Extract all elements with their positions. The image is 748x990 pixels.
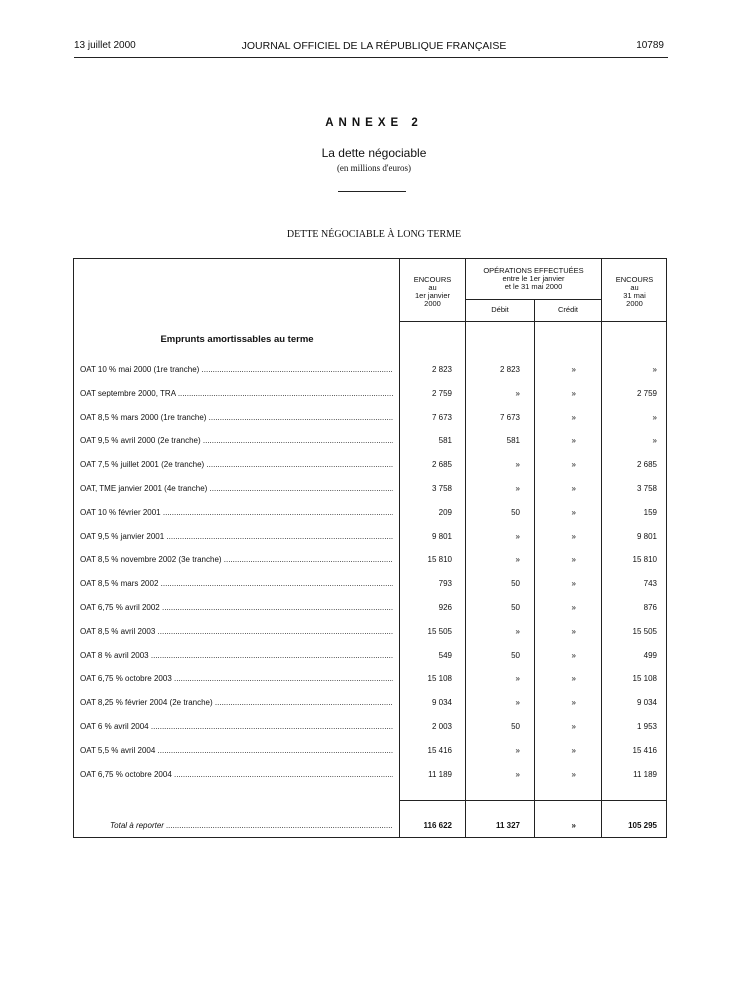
table-row bbox=[74, 579, 666, 593]
header-debit: Débit bbox=[491, 305, 509, 314]
document-subtitle: La dette négociable bbox=[321, 146, 427, 160]
cell-debit: » bbox=[515, 484, 520, 493]
cell-encours-start: 549 bbox=[438, 650, 452, 660]
cell-encours-end: » bbox=[652, 436, 657, 446]
cell-encours-end: 15 810 bbox=[632, 555, 657, 565]
cell-encours-start: 209 bbox=[438, 507, 452, 517]
row-label: OAT 8,5 % mars 2000 (1re tranche) ..... bbox=[80, 413, 393, 422]
cell-encours-start: 3 758 bbox=[431, 484, 452, 493]
header-encours-end bbox=[602, 276, 667, 308]
header-encours-start bbox=[400, 276, 465, 308]
row-label: OAT 9,5 % avril 2000 (2e tranche) ..... bbox=[80, 436, 393, 445]
cell-encours-start: 15 505 bbox=[427, 626, 452, 636]
cell-credit: » bbox=[571, 769, 576, 779]
cell-credit: » bbox=[571, 603, 576, 612]
cell-encours-end: 159 bbox=[643, 507, 657, 517]
table-row bbox=[74, 770, 666, 784]
table-row bbox=[74, 603, 666, 617]
cell-debit: 50 bbox=[511, 579, 520, 589]
cell-debit: » bbox=[515, 698, 520, 708]
cell-encours-end: 15 416 bbox=[632, 745, 657, 755]
header-line: 2000 bbox=[424, 299, 441, 308]
cell-credit: » bbox=[571, 626, 576, 636]
header-credit: Crédit bbox=[557, 305, 578, 314]
cell-credit: » bbox=[571, 555, 576, 565]
row-label: OAT 8,5 % mars 2002 ..... bbox=[80, 579, 393, 588]
cell-encours-start: 9 034 bbox=[431, 698, 452, 708]
cell-encours-start: 15 416 bbox=[427, 745, 452, 755]
cell-debit: 2 823 bbox=[499, 365, 520, 374]
annexe-title: ANNEXE 2 bbox=[325, 117, 423, 129]
table-row bbox=[74, 484, 666, 498]
header-date: 13 juillet 2000 bbox=[74, 40, 136, 51]
cell-debit: » bbox=[515, 626, 520, 636]
units-note: (en millions d'euros) bbox=[336, 163, 412, 173]
header-bottom-rule bbox=[399, 321, 667, 322]
header-operations bbox=[466, 267, 601, 291]
table-row bbox=[74, 674, 666, 688]
journal-title: JOURNAL OFFICIEL DE LA RÉPUBLIQUE FRANÇAISE bbox=[241, 40, 507, 52]
cell-credit: » bbox=[571, 722, 576, 731]
cell-encours-start: 581 bbox=[438, 436, 452, 446]
cell-credit: » bbox=[571, 507, 576, 517]
header-line: 1er janvier bbox=[414, 291, 451, 300]
header-line: ENCOURS bbox=[615, 275, 654, 284]
cell-encours-end: 2 685 bbox=[636, 460, 657, 470]
cell-debit: 50 bbox=[511, 650, 520, 660]
header-rule bbox=[74, 57, 668, 58]
cell-credit: » bbox=[571, 698, 576, 708]
table-row bbox=[74, 746, 666, 760]
cell-debit: » bbox=[515, 460, 520, 470]
cell-encours-start: 9 801 bbox=[431, 531, 452, 541]
cell-debit: » bbox=[515, 745, 520, 755]
total-encours-start: 116 622 bbox=[423, 821, 452, 830]
cell-encours-end: 1 953 bbox=[636, 722, 657, 731]
header-subdivider bbox=[465, 299, 601, 300]
cell-debit: » bbox=[515, 674, 520, 684]
total-encours-end: 105 295 bbox=[628, 821, 657, 830]
cell-credit: » bbox=[571, 674, 576, 684]
header-line: 31 mai bbox=[623, 291, 646, 300]
cell-credit: » bbox=[571, 388, 576, 398]
cell-debit: » bbox=[515, 531, 520, 541]
header-line: entre le 1er janvier bbox=[502, 274, 565, 283]
row-label: OAT 7,5 % juillet 2001 (2e tranche) ..... bbox=[80, 460, 393, 469]
total-label: Total à reporter ..... bbox=[110, 821, 393, 830]
cell-credit: » bbox=[571, 460, 576, 470]
page-number: 10789 bbox=[636, 40, 664, 51]
table-row bbox=[74, 722, 666, 736]
header-line: et le 31 mai 2000 bbox=[504, 282, 563, 291]
total-row bbox=[74, 821, 666, 835]
row-label: OAT 8,5 % novembre 2002 (3e tranche) ..... bbox=[80, 555, 393, 564]
cell-debit: » bbox=[515, 769, 520, 779]
cell-encours-start: 793 bbox=[438, 579, 452, 589]
cell-encours-start: 11 189 bbox=[428, 769, 452, 779]
cell-encours-start: 2 823 bbox=[431, 365, 452, 374]
row-label: OAT 8,5 % avril 2003 ..... bbox=[80, 627, 393, 636]
table-row bbox=[74, 365, 666, 379]
cell-credit: » bbox=[571, 650, 576, 660]
cell-encours-end: 743 bbox=[643, 579, 657, 589]
header-line: 2000 bbox=[626, 299, 643, 308]
cell-encours-end: 876 bbox=[643, 603, 657, 612]
cell-encours-end: 15 108 bbox=[632, 674, 657, 684]
cell-debit: 581 bbox=[506, 436, 520, 446]
row-label: OAT, TME janvier 2001 (4e tranche) ..... bbox=[80, 484, 393, 493]
cell-encours-start: 2 759 bbox=[431, 388, 452, 398]
header-line: ENCOURS bbox=[413, 275, 452, 284]
row-label: OAT 8 % avril 2003 ..... bbox=[80, 651, 393, 660]
table-row bbox=[74, 651, 666, 665]
total-separator bbox=[399, 800, 667, 801]
table-row bbox=[74, 413, 666, 427]
row-label: OAT 6,75 % octobre 2004 ..... bbox=[80, 770, 393, 779]
cell-encours-end: » bbox=[652, 412, 657, 422]
title-divider bbox=[338, 191, 406, 192]
cell-encours-end: 499 bbox=[643, 650, 657, 660]
row-label: OAT 6,75 % avril 2002 ..... bbox=[80, 603, 393, 612]
cell-encours-end: » bbox=[652, 365, 657, 374]
cell-credit: » bbox=[571, 365, 576, 374]
cell-credit: » bbox=[571, 436, 576, 446]
row-label: OAT 5,5 % avril 2004 ..... bbox=[80, 746, 393, 755]
cell-credit: » bbox=[571, 531, 576, 541]
row-label: OAT 10 % février 2001 ..... bbox=[80, 508, 393, 517]
cell-debit: 50 bbox=[511, 722, 520, 731]
cell-debit: 7 673 bbox=[499, 412, 520, 422]
cell-debit: 50 bbox=[511, 603, 520, 612]
cell-encours-end: 3 758 bbox=[636, 484, 657, 493]
cell-encours-end: 2 759 bbox=[636, 388, 657, 398]
cell-encours-start: 15 810 bbox=[427, 555, 452, 565]
cell-debit: 50 bbox=[511, 507, 520, 517]
total-debit: 11 327 bbox=[495, 821, 520, 830]
table-row bbox=[74, 555, 666, 569]
cell-credit: » bbox=[571, 579, 576, 589]
row-label: OAT 6,75 % octobre 2003 ..... bbox=[80, 674, 393, 683]
debt-table bbox=[73, 258, 667, 838]
total-credit: » bbox=[571, 821, 576, 830]
cell-encours-end: 15 505 bbox=[632, 626, 657, 636]
section-title: DETTE NÉGOCIABLE À LONG TERME bbox=[286, 229, 462, 240]
cell-credit: » bbox=[571, 745, 576, 755]
section-heading: Emprunts amortissables au terme bbox=[160, 334, 314, 345]
table-row bbox=[74, 508, 666, 522]
table-row bbox=[74, 698, 666, 712]
cell-encours-end: 9 034 bbox=[636, 698, 657, 708]
cell-encours-start: 2 003 bbox=[431, 722, 452, 731]
cell-encours-end: 9 801 bbox=[636, 531, 657, 541]
cell-credit: » bbox=[571, 412, 576, 422]
header-line: OPÉRATIONS EFFECTUÉES bbox=[483, 266, 584, 275]
row-label: OAT 9,5 % janvier 2001 ..... bbox=[80, 532, 393, 541]
table-row bbox=[74, 460, 666, 474]
table-row bbox=[74, 436, 666, 450]
cell-credit: » bbox=[571, 484, 576, 493]
cell-debit: » bbox=[515, 555, 520, 565]
cell-encours-start: 926 bbox=[438, 603, 452, 612]
table-row bbox=[74, 389, 666, 403]
table-row bbox=[74, 532, 666, 546]
row-label: OAT 10 % mai 2000 (1re tranche) ..... bbox=[80, 365, 393, 374]
row-label: OAT 8,25 % février 2004 (2e tranche) ..... bbox=[80, 698, 393, 707]
cell-encours-start: 7 673 bbox=[431, 412, 452, 422]
cell-encours-start: 15 108 bbox=[427, 674, 452, 684]
header-line: au bbox=[428, 283, 437, 292]
cell-encours-end: 11 189 bbox=[633, 769, 657, 779]
row-label: OAT 6 % avril 2004 ..... bbox=[80, 722, 393, 731]
row-label: OAT septembre 2000, TRA ..... bbox=[80, 389, 393, 398]
cell-debit: » bbox=[515, 388, 520, 398]
cell-encours-start: 2 685 bbox=[431, 460, 452, 470]
table-row bbox=[74, 627, 666, 641]
header-line: au bbox=[630, 283, 639, 292]
